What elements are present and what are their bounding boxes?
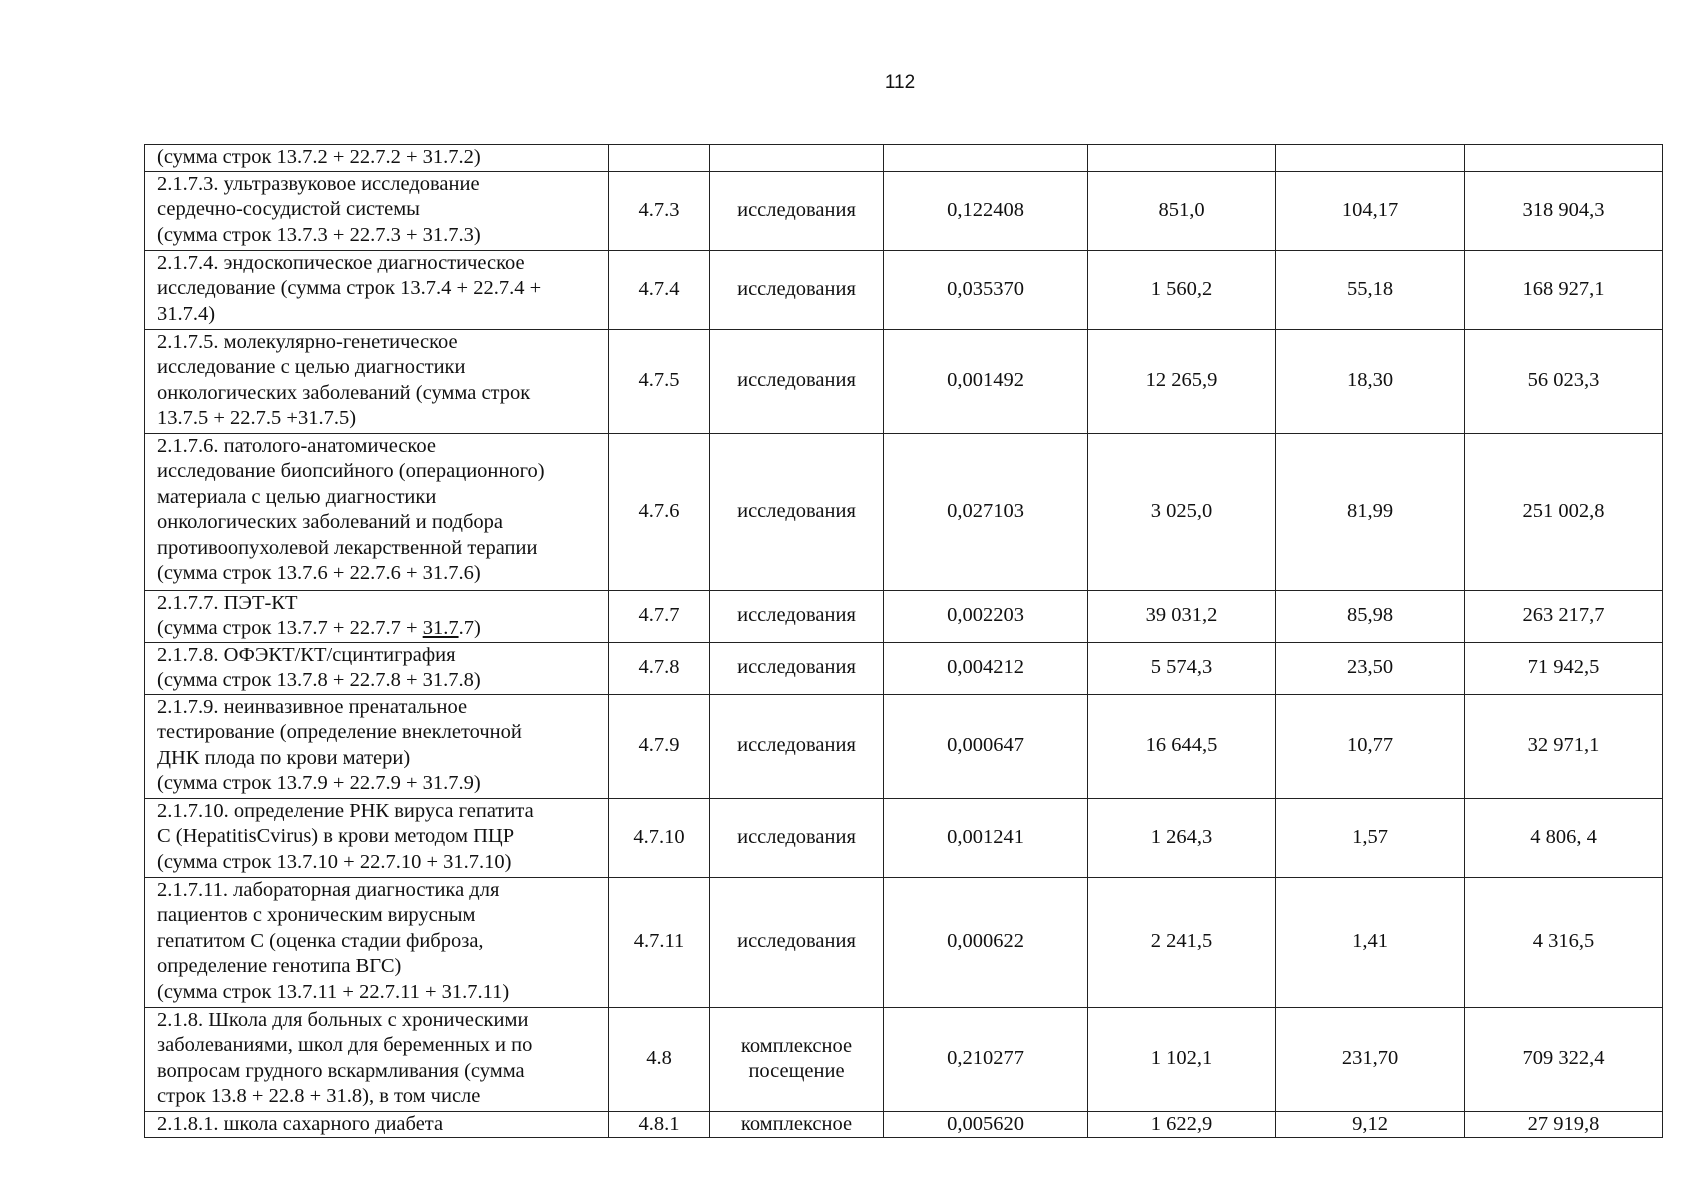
unit-cost: 1 622,9 xyxy=(1088,1111,1276,1138)
total-cost: 32 971,1 xyxy=(1465,694,1663,798)
row-description: 2.1.8. Школа для больных с хроническими заболеваниями, школ для беременных и по вопросам грудного вскармливания (сумма строк 13.8 + 22.8 + 31.8), в том числе xyxy=(145,1007,609,1111)
volume-norm: 0,000622 xyxy=(884,877,1088,1007)
volume-norm: 0,035370 xyxy=(884,250,1088,329)
table-row xyxy=(145,171,1663,250)
page-number: 112 xyxy=(884,72,916,93)
row-code: 4.7.6 xyxy=(609,433,710,590)
row-code: 4.7.5 xyxy=(609,329,710,433)
volume-norm: 0,000647 xyxy=(884,694,1088,798)
unit-of-measure xyxy=(710,145,884,172)
unit-cost: 1 560,2 xyxy=(1088,250,1276,329)
volume-norm: 0,001241 xyxy=(884,798,1088,877)
volume-norm: 0,027103 xyxy=(884,433,1088,590)
per-capita-cost: 1,57 xyxy=(1276,798,1465,877)
per-capita-cost: 81,99 xyxy=(1276,433,1465,590)
volume-norm: 0,002203 xyxy=(884,590,1088,642)
per-capita-cost: 231,70 xyxy=(1276,1007,1465,1111)
table-row xyxy=(145,877,1663,1007)
per-capita-cost: 23,50 xyxy=(1276,642,1465,694)
unit-of-measure: исследования xyxy=(710,250,884,329)
per-capita-cost: 1,41 xyxy=(1276,877,1465,1007)
table-row xyxy=(145,694,1663,798)
unit-cost: 16 644,5 xyxy=(1088,694,1276,798)
total-cost: 168 927,1 xyxy=(1465,250,1663,329)
volume-norm: 0,210277 xyxy=(884,1007,1088,1111)
per-capita-cost: 18,30 xyxy=(1276,329,1465,433)
unit-of-measure: исследования xyxy=(710,171,884,250)
total-cost: 251 002,8 xyxy=(1465,433,1663,590)
unit-of-measure: исследования xyxy=(710,642,884,694)
unit-of-measure: исследования xyxy=(710,877,884,1007)
table-body xyxy=(145,145,1663,1138)
unit-cost: 5 574,3 xyxy=(1088,642,1276,694)
table-row xyxy=(145,250,1663,329)
unit-of-measure: исследования xyxy=(710,694,884,798)
unit-of-measure: комплексное xyxy=(710,1111,884,1138)
total-cost: 4 806, 4 xyxy=(1465,798,1663,877)
row-description: 2.1.7.6. патолого-анатомическое исследование биопсийного (операционного) материала с целью диагностики онкологических заболеваний и подбора противоопухолевой лекарственной терапии (сумма строк 13.7.6 + 22.7.6 + 31.7.6) xyxy=(145,433,609,590)
total-cost: 709 322,4 xyxy=(1465,1007,1663,1111)
total-cost: 4 316,5 xyxy=(1465,877,1663,1007)
table-row xyxy=(145,1111,1663,1138)
total-cost: 318 904,3 xyxy=(1465,171,1663,250)
volume-norm: 0,122408 xyxy=(884,171,1088,250)
underlined-fragment: 31.7 xyxy=(422,617,459,639)
volume-norm: 0,004212 xyxy=(884,642,1088,694)
table-row xyxy=(145,433,1663,590)
total-cost: 263 217,7 xyxy=(1465,590,1663,642)
per-capita-cost: 9,12 xyxy=(1276,1111,1465,1138)
row-code: 4.8.1 xyxy=(609,1111,710,1138)
row-code: 4.8 xyxy=(609,1007,710,1111)
row-code: 4.7.3 xyxy=(609,171,710,250)
unit-of-measure: комплексное посещение xyxy=(710,1007,884,1111)
row-code: 4.7.7 xyxy=(609,590,710,642)
volume-norm xyxy=(884,145,1088,172)
unit-of-measure: исследования xyxy=(710,329,884,433)
row-code: 4.7.11 xyxy=(609,877,710,1007)
row-code: 4.7.8 xyxy=(609,642,710,694)
per-capita-cost: 55,18 xyxy=(1276,250,1465,329)
per-capita-cost: 10,77 xyxy=(1276,694,1465,798)
unit-cost: 1 264,3 xyxy=(1088,798,1276,877)
table-row xyxy=(145,145,1663,172)
row-description: 2.1.7.11. лабораторная диагностика для пациентов с хроническим вирусным гепатитом С (оценка стадии фиброза, определение генотипа ВГС) (сумма строк 13.7.11 + 22.7.11 + 31.7.11) xyxy=(145,877,609,1007)
volume-norm: 0,001492 xyxy=(884,329,1088,433)
total-cost xyxy=(1465,145,1663,172)
unit-of-measure: исследования xyxy=(710,433,884,590)
row-description: 2.1.7.9. неинвазивное пренатальное тестирование (определение внеклеточной ДНК плода по крови матери) (сумма строк 13.7.9 + 22.7.9 + 31.7.9) xyxy=(145,694,609,798)
per-capita-cost: 104,17 xyxy=(1276,171,1465,250)
row-description: (сумма строк 13.7.2 + 22.7.2 + 31.7.2) xyxy=(145,145,609,172)
row-code: 4.7.4 xyxy=(609,250,710,329)
table-row xyxy=(145,798,1663,877)
unit-cost xyxy=(1088,145,1276,172)
table-row xyxy=(145,590,1663,642)
volume-cost-table xyxy=(144,144,1663,1138)
row-description: 2.1.7.3. ультразвуковое исследование сердечно-сосудистой системы (сумма строк 13.7.3 + 22.7.3 + 31.7.3) xyxy=(145,171,609,250)
unit-cost: 851,0 xyxy=(1088,171,1276,250)
row-description: 2.1.7.4. эндоскопическое диагностическое исследование (сумма строк 13.7.4 + 22.7.4 + 31.7.4) xyxy=(145,250,609,329)
unit-of-measure: исследования xyxy=(710,590,884,642)
total-cost: 71 942,5 xyxy=(1465,642,1663,694)
row-code: 4.7.10 xyxy=(609,798,710,877)
total-cost: 27 919,8 xyxy=(1465,1111,1663,1138)
row-code xyxy=(609,145,710,172)
unit-cost: 3 025,0 xyxy=(1088,433,1276,590)
total-cost: 56 023,3 xyxy=(1465,329,1663,433)
row-description: 2.1.7.10. определение РНК вируса гепатита C (HepatitisCvirus) в крови методом ПЦР (сумма строк 13.7.10 + 22.7.10 + 31.7.10) xyxy=(145,798,609,877)
row-description: 2.1.7.5. молекулярно-генетическое исследование с целью диагностики онкологических заболеваний (сумма строк 13.7.5 + 22.7.5 +31.7.5) xyxy=(145,329,609,433)
unit-of-measure: исследования xyxy=(710,798,884,877)
row-description: 2.1.7.8. ОФЭКТ/КТ/сцинтиграфия (сумма строк 13.7.8 + 22.7.8 + 31.7.8) xyxy=(145,642,609,694)
table-row xyxy=(145,1007,1663,1111)
table-row xyxy=(145,642,1663,694)
row-description: 2.1.7.7. ПЭТ-КТ (сумма строк 13.7.7 + 22.7.7 + 31.7.7) xyxy=(145,590,609,642)
row-code: 4.7.9 xyxy=(609,694,710,798)
unit-cost: 2 241,5 xyxy=(1088,877,1276,1007)
volume-norm: 0,005620 xyxy=(884,1111,1088,1138)
table-row xyxy=(145,329,1663,433)
per-capita-cost: 85,98 xyxy=(1276,590,1465,642)
per-capita-cost xyxy=(1276,145,1465,172)
unit-cost: 1 102,1 xyxy=(1088,1007,1276,1111)
unit-cost: 12 265,9 xyxy=(1088,329,1276,433)
unit-cost: 39 031,2 xyxy=(1088,590,1276,642)
row-description: 2.1.8.1. школа сахарного диабета xyxy=(145,1111,609,1138)
